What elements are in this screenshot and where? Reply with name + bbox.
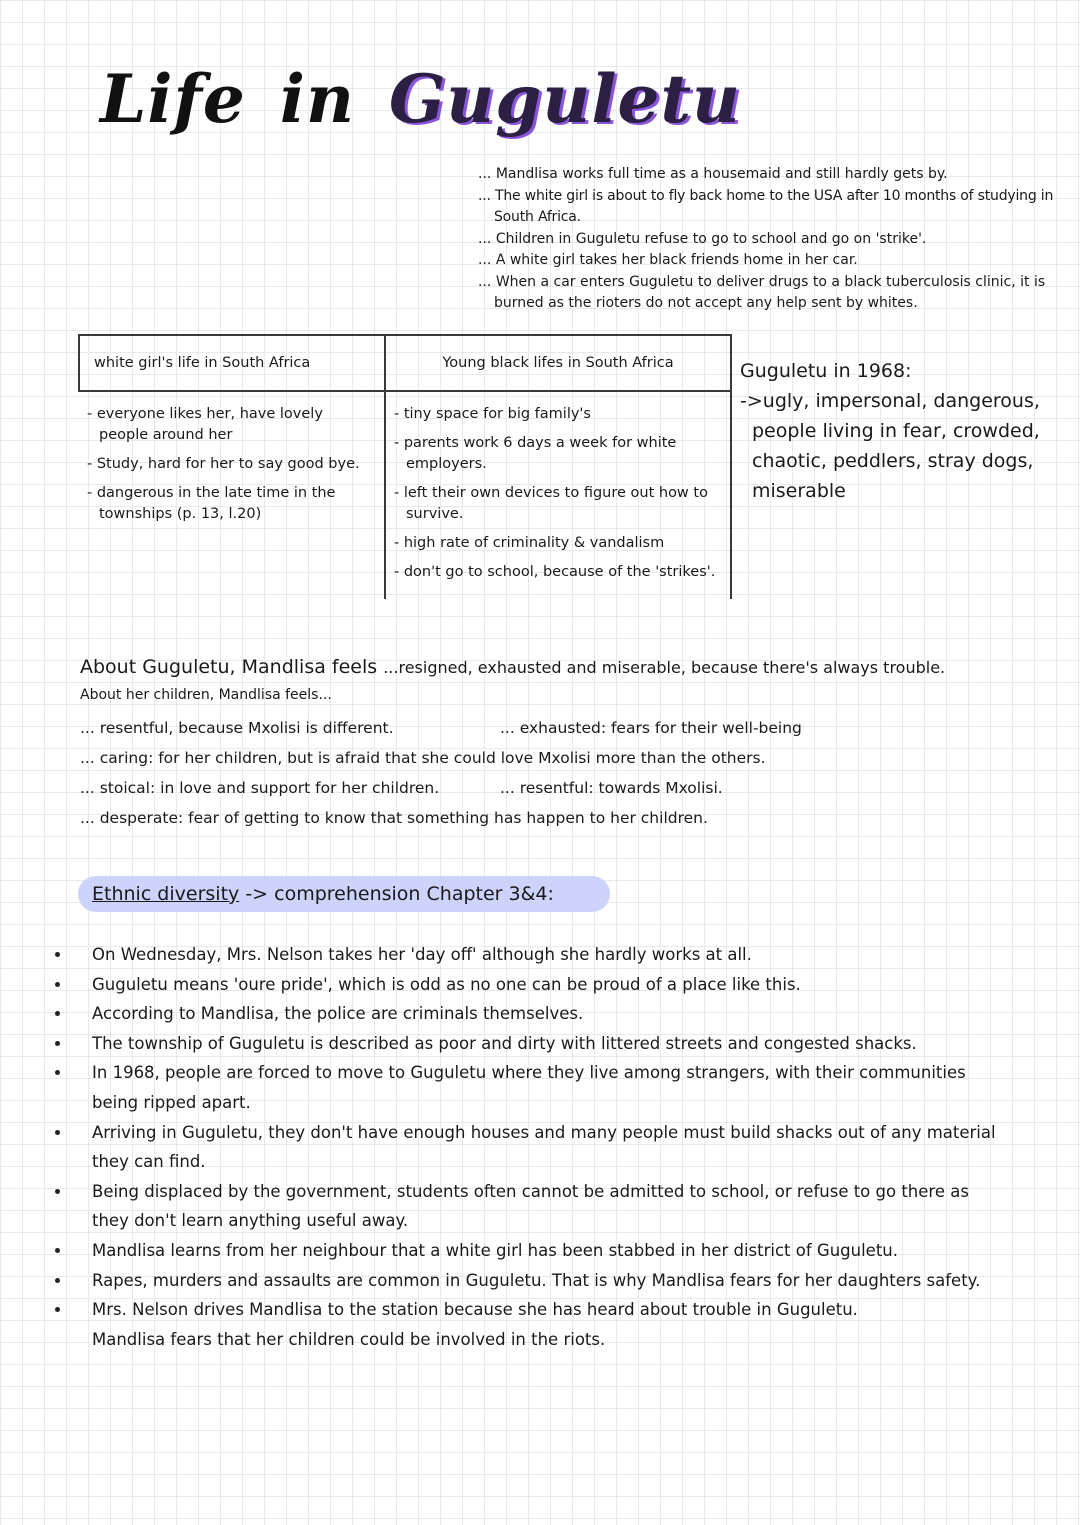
list-item	[50, 999, 1010, 1029]
list-item: - left their own devices to figure out how to survive.	[394, 483, 720, 525]
list-item	[50, 1236, 1010, 1266]
list-item	[50, 1118, 1010, 1177]
list-item: - Study, hard for her to say good bye.	[87, 454, 374, 475]
bullet-icon	[55, 1307, 60, 1312]
table-cell-black-lives	[385, 391, 731, 599]
bullet-icon	[55, 1189, 60, 1194]
list-item: - high rate of criminality & vandalism	[394, 533, 720, 554]
list-item-text: Arriving in Guguletu, they don't have enough houses and many people must build shacks out of any material they can find.	[92, 1122, 996, 1172]
section-heading-topic: Ethnic diversity	[92, 883, 240, 905]
bullet-icon	[55, 982, 60, 987]
event-item: ... Mandlisa works full time as a housemaid and still hardly gets by.	[478, 164, 1068, 186]
list-item	[50, 1177, 1010, 1236]
section-heading-chapter: -> comprehension Chapter 3&4:	[245, 883, 554, 905]
comprehension-tail: Mandlisa fears that her children could be involved in the riots.	[92, 1329, 606, 1349]
title-word-life: Life	[100, 60, 246, 138]
children-feelings-grid	[80, 713, 1060, 833]
list-item-text: In 1968, people are forced to move to Guguletu where they live among strangers, with their communities being ripped apart.	[92, 1063, 966, 1112]
event-item: ... A white girl takes her black friends home in her car.	[478, 250, 1068, 272]
list-item-text: Rapes, murders and assaults are common in Guguletu. That is why Mandlisa fears for her daughters safety.	[92, 1270, 981, 1290]
guguletu-1968-heading: Guguletu in 1968:	[740, 360, 912, 382]
event-item: ... The white girl is about to fly back home to the USA after 10 months of studying in South Africa.	[478, 186, 1068, 229]
title-word-guguletu: Guguletu	[388, 60, 741, 138]
bullet-icon	[55, 1070, 60, 1075]
list-item-text: Guguletu means 'oure pride', which is odd as no one can be proud of a place like this.	[92, 974, 801, 994]
list-item	[50, 1266, 1010, 1296]
list-item: - tiny space for big family's	[394, 404, 720, 425]
bullet-icon	[55, 1011, 60, 1016]
guguletu-feelings	[80, 652, 1060, 683]
event-item: ... Children in Guguletu refuse to go to school and go on 'strike'.	[478, 229, 1068, 251]
feeling-item: ... caring: for her children, but is afraid that she could love Mxolisi more than the others.	[80, 743, 970, 773]
list-item	[50, 1029, 1010, 1059]
list-item-text: The township of Guguletu is described as poor and dirty with littered streets and congested shacks.	[92, 1033, 917, 1053]
list-item-text: Mandlisa learns from her neighbour that a white girl has been stabbed in her district of Guguletu.	[92, 1240, 898, 1260]
list-item	[50, 970, 1010, 1000]
feeling-item: ... resentful, because Mxolisi is different.	[80, 713, 490, 743]
list-item	[50, 940, 1010, 970]
bullet-icon	[55, 1130, 60, 1135]
children-feelings-lead: About her children, Mandlisa feels...	[80, 687, 332, 703]
list-item: - dangerous in the late time in the townships (p. 13, l.20)	[87, 483, 374, 525]
feeling-item: ... stoical: in love and support for her children.	[80, 773, 490, 803]
events-list	[478, 164, 1068, 315]
table-header-white-girl: white girl's life in South Africa	[79, 335, 385, 391]
list-item: - don't go to school, because of the 'strikes'.	[394, 562, 720, 583]
guguletu-feelings-rest: ...resigned, exhausted and miserable, because there's always trouble.	[383, 658, 946, 677]
bullet-icon	[55, 952, 60, 957]
feeling-item: ... desperate: fear of getting to know that something has happen to her children.	[80, 803, 970, 833]
list-item-text: On Wednesday, Mrs. Nelson takes her 'day off' although she hardly works at all.	[92, 945, 752, 964]
section-heading	[92, 882, 554, 906]
guguletu-1968-description: ->ugly, impersonal, dangerous, people living in fear, crowded, chaotic, peddlers, stray dogs, miserable	[740, 390, 1040, 502]
guguletu-feelings-lead: About Guguletu, Mandlisa feels	[80, 656, 378, 678]
table-header-black-lives: Young black lifes in South Africa	[385, 335, 731, 391]
list-item-text: Mrs. Nelson drives Mandlisa to the station because she has heard about trouble in Guguletu.	[92, 1300, 858, 1320]
list-item-text: According to Mandlisa, the police are criminals themselves.	[92, 1004, 584, 1024]
bullet-icon	[55, 1248, 60, 1253]
list-item	[50, 1058, 1010, 1117]
list-item	[50, 1295, 1010, 1325]
feelings-section	[80, 652, 1060, 833]
comprehension-list	[50, 940, 1010, 1354]
list-item: - parents work 6 days a week for white employers.	[394, 433, 720, 475]
bullet-icon	[55, 1278, 60, 1283]
page-title	[100, 60, 741, 138]
comparison-table	[78, 334, 732, 599]
list-item-text: Being displaced by the government, students often cannot be admitted to school, or refuse to go there as they don't learn anything useful away.	[92, 1181, 969, 1231]
bullet-icon	[55, 1041, 60, 1046]
feeling-item: ... exhausted: fears for their well-being	[500, 713, 970, 743]
event-item: ... When a car enters Guguletu to deliver drugs to a black tuberculosis clinic, it is burned as the rioters do not accept any help sent by whites.	[478, 272, 1068, 315]
guguletu-1968-note	[740, 356, 1040, 506]
feeling-item: ... resentful: towards Mxolisi.	[500, 773, 970, 803]
table-cell-white-girl	[79, 391, 385, 599]
title-word-in: in	[279, 60, 355, 138]
list-item: - everyone likes her, have lovely people around her	[87, 404, 374, 446]
